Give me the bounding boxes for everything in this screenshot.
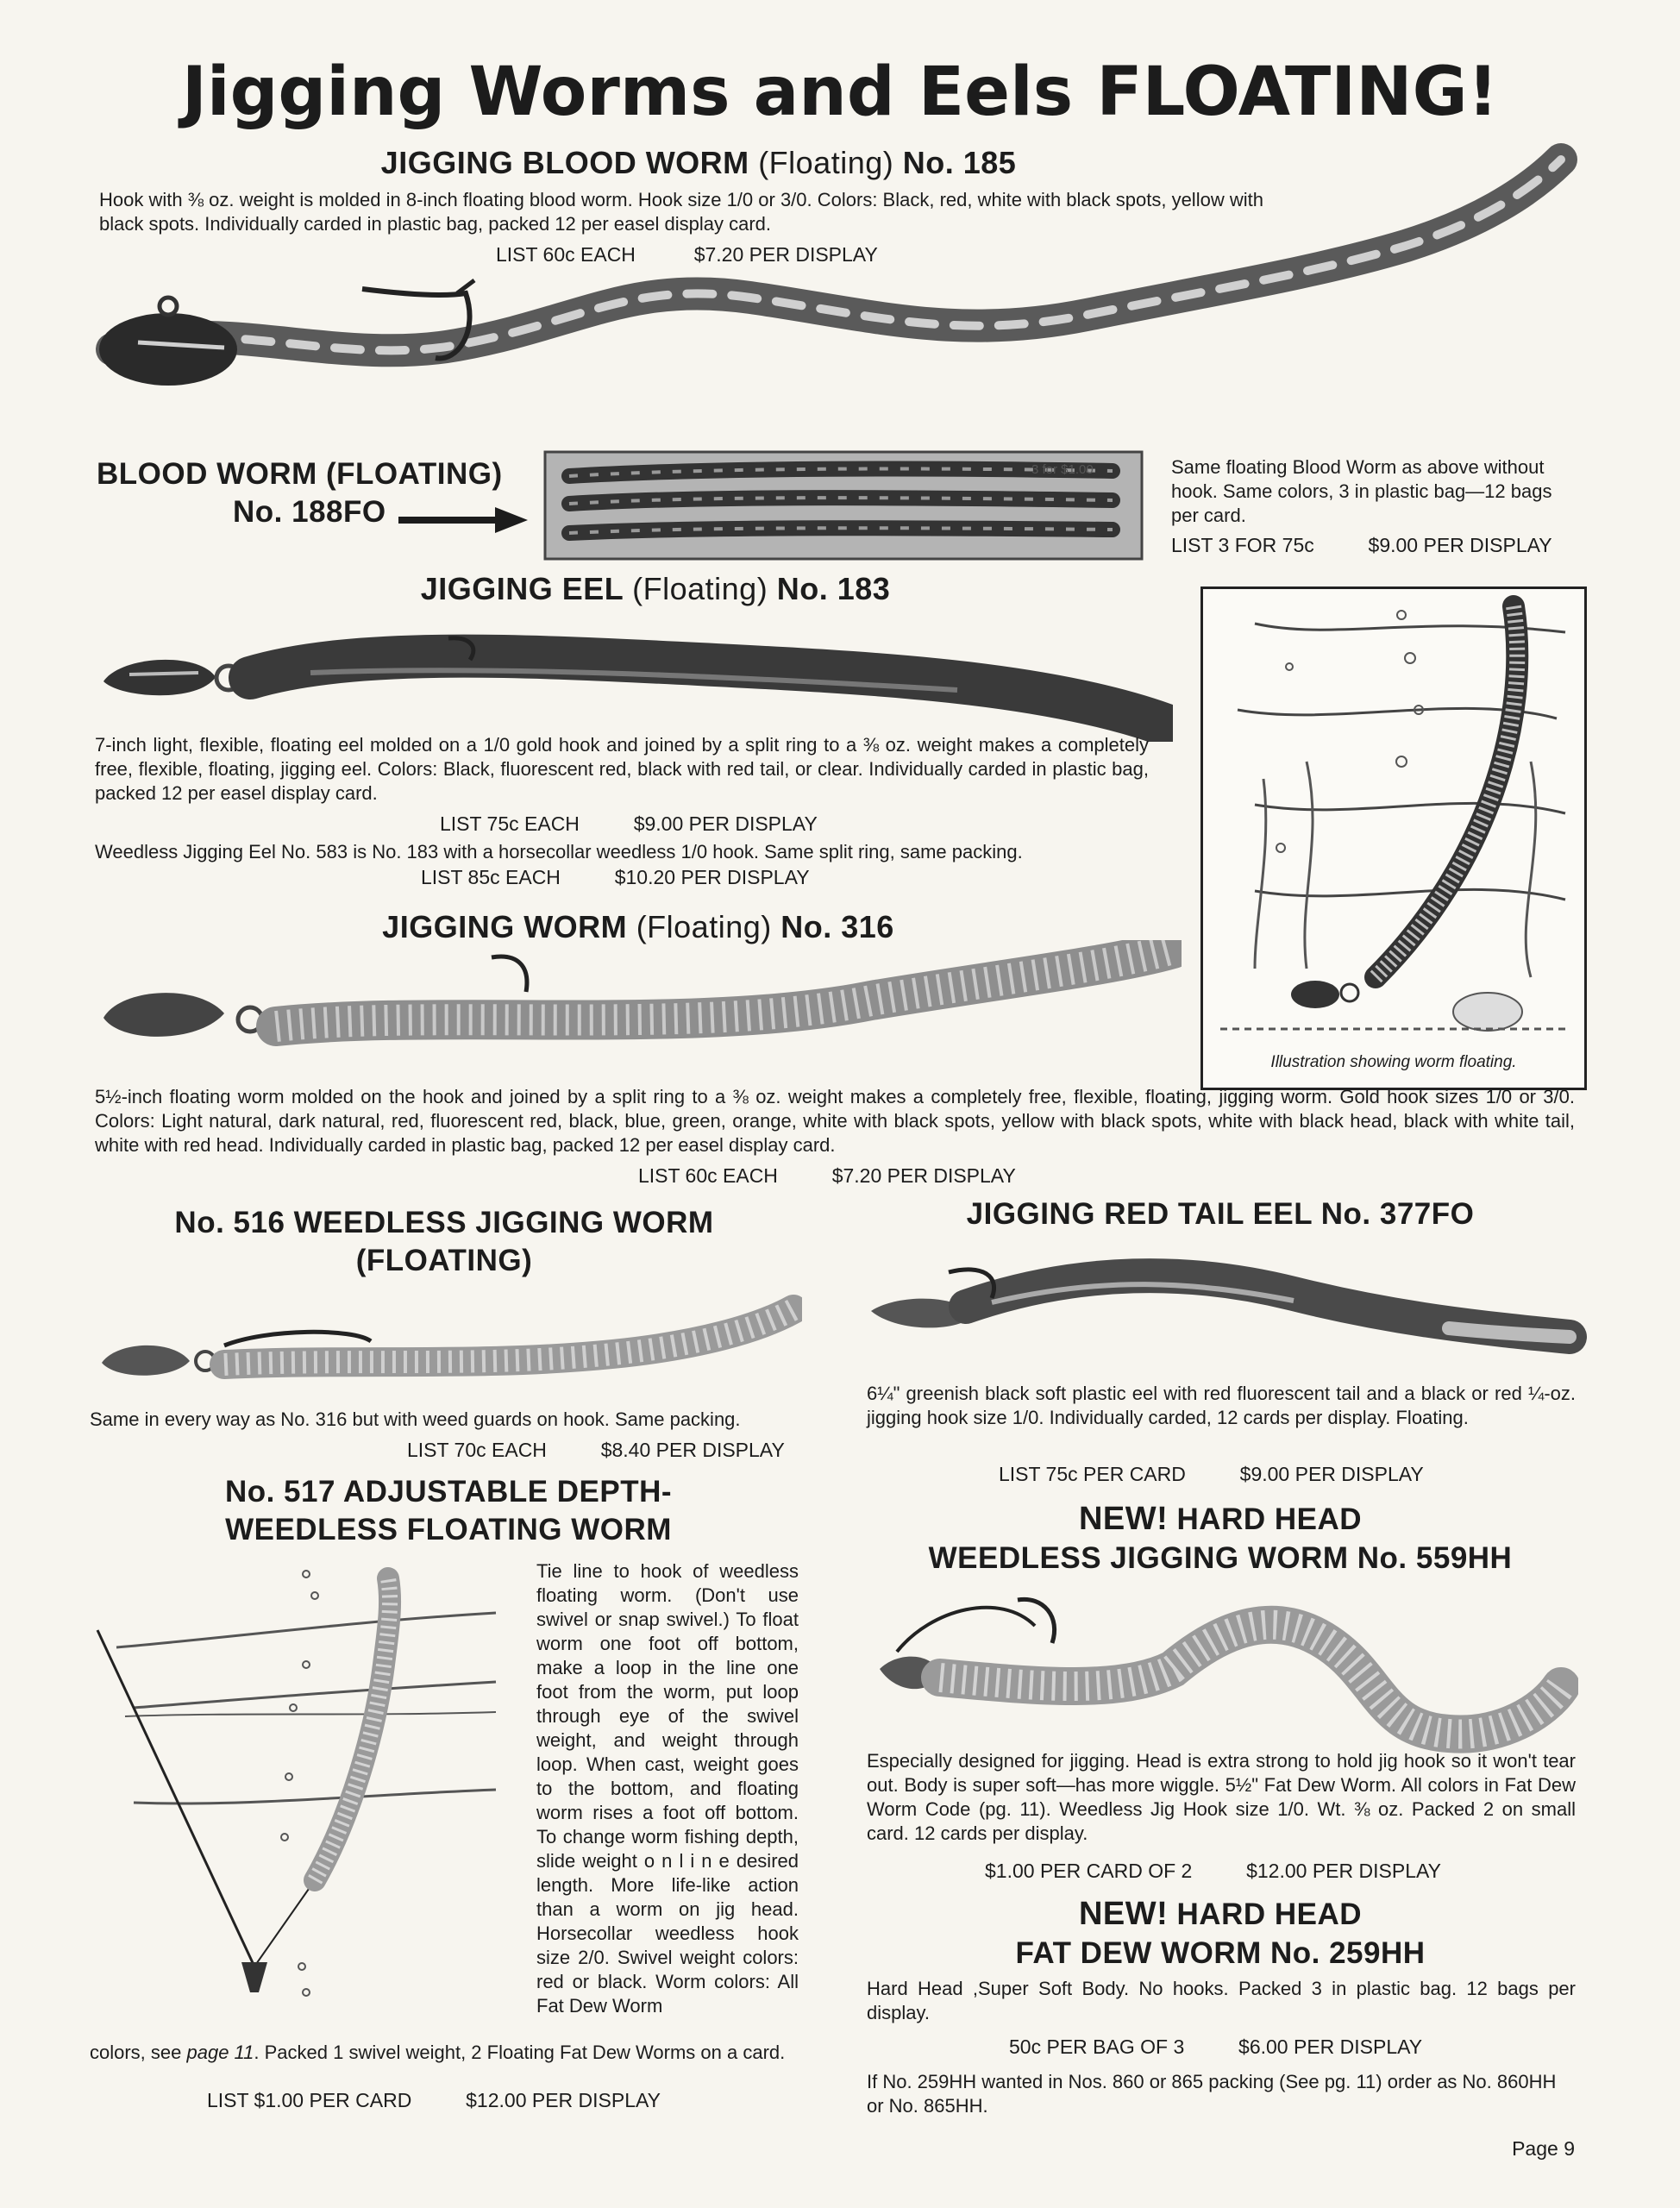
heading-main: JIGGING WORM xyxy=(382,909,628,944)
price-each: LIST 70c EACH xyxy=(407,1439,547,1461)
heading-line-2: FAT DEW WORM No. 259HH xyxy=(1015,1936,1426,1970)
heading-line-1: No. 517 ADJUSTABLE DEPTH- xyxy=(224,1475,673,1509)
heading-number: No. 185 xyxy=(902,145,1017,180)
new-badge: NEW! xyxy=(1078,1896,1169,1932)
eel-377fo-heading: JIGGING RED TAIL EEL No. 377FO xyxy=(966,1197,1475,1231)
eel-183-price xyxy=(440,812,818,836)
price-each: LIST 85c EACH xyxy=(421,866,561,888)
arrow-right-icon xyxy=(398,507,528,533)
heading-line-1: HARD HEAD xyxy=(1176,1502,1363,1536)
heading-line-2: WEEDLESS JIGGING WORM No. 559HH xyxy=(928,1541,1513,1575)
price-display: $12.00 PER DISPLAY xyxy=(1246,1860,1441,1882)
price-display: $9.00 PER DISPLAY xyxy=(1239,1463,1424,1485)
heading-paren: (Floating) xyxy=(758,145,894,180)
heading-paren: (Floating) xyxy=(636,909,772,944)
worm-516-heading xyxy=(121,1206,768,1278)
price-display: $8.40 PER DISPLAY xyxy=(600,1439,785,1461)
worm-316-description: 5½-inch floating worm molded on the hook and joined by a split ring to a ⅜ oz. weight makes a completely free, flexible, floating, jigging worm. Gold hook sizes 1/0 or 3/0. Colors: Light natural, dark natural, red, fluorescent red, black, blue, green, orange, white with black spots, yellow with black spots, white with black head, black with white tail, white with red head. Individually carded in plastic bag, packed 12 per easel display card. xyxy=(95,1086,1575,1156)
price-display: $9.00 PER DISPLAY xyxy=(1368,534,1552,556)
package-price-tag: 3 for $1.00 xyxy=(1031,462,1094,477)
price-display: $6.00 PER DISPLAY xyxy=(1238,2036,1423,2058)
tail-post: . Packed 1 swivel weight, 2 Floating Fat Dew Worms on a card. xyxy=(254,2042,786,2063)
eel-583-price xyxy=(421,866,810,889)
label-line-2: No. 188FO xyxy=(233,495,386,529)
price-display: $9.00 PER DISPLAY xyxy=(633,812,818,835)
price-each: LIST 75c PER CARD xyxy=(999,1463,1186,1485)
heading-line-2: (FLOATING) xyxy=(355,1244,533,1277)
worm-517-price xyxy=(207,2089,661,2112)
price-each: $1.00 PER CARD OF 2 xyxy=(985,1860,1193,1882)
blood-worm-188fo-price xyxy=(1171,534,1552,557)
worm-559hh-heading xyxy=(862,1501,1578,1576)
worm-floating-illustration xyxy=(1200,586,1587,1090)
blood-worm-188fo-description: Same floating Blood Worm as above without hook. Same colors, 3 in plastic bag—12 bags per card. xyxy=(1171,456,1552,526)
price-each: LIST 60c EACH xyxy=(496,243,636,266)
illustration-caption: Illustration showing worm floating. xyxy=(1270,1053,1517,1071)
page-title: Jigging Worms and Eels FLOATING! xyxy=(181,53,1499,131)
underwater-scene-image xyxy=(1203,589,1584,1046)
price-each: 50c PER BAG OF 3 xyxy=(1009,2036,1185,2058)
worm-259hh-price xyxy=(1009,2036,1422,2059)
worm-559hh-price xyxy=(985,1860,1441,1883)
worm-559hh-image xyxy=(862,1591,1578,1755)
heading-paren: (Floating) xyxy=(632,571,768,606)
heading-main: JIGGING EEL xyxy=(420,571,624,606)
price-each: LIST 3 FOR 75c xyxy=(1171,534,1314,556)
worm-517-description-column: Tie line to hook of weedless floating worm. (Don't use swivel or snap swivel.) To float worm one foot off bottom, make a loop in the line one foot from the worm, put loop through eye of the swivel weight, and weight through loop. When cast, weight goes to the bottom, and floating worm rises a foot off bottom. To change worm fishing depth, slide weight o n l i n e desired length. More life-like action than a worm on jig head. Horsecollar weedless hook size 2/0. Swivel weight colors: red or black. Worm colors: All Fat Dew Worm xyxy=(536,1560,799,2017)
price-each: LIST 75c EACH xyxy=(440,812,580,835)
worm-316-image xyxy=(95,940,1182,1070)
heading-number: No. 316 xyxy=(780,909,894,944)
eel-583-weedless-note: Weedless Jigging Eel No. 583 is No. 183 with a horsecollar weedless 1/0 hook. Same split ring, same packing. xyxy=(95,841,1023,862)
eel-183-image xyxy=(95,612,1173,742)
label-line-1: BLOOD WORM (FLOATING) xyxy=(97,457,503,491)
price-each: LIST 60c EACH xyxy=(638,1164,778,1187)
tail-pre: colors, see xyxy=(90,2042,187,2063)
price-display: $7.20 PER DISPLAY xyxy=(831,1164,1016,1187)
page-reference: page 11 xyxy=(186,2042,254,2063)
worm-259hh-description: Hard Head ,Super Soft Body. No hooks. Packed 3 in plastic bag. 12 bags per display. xyxy=(867,1978,1576,2023)
eel-377fo-description: 6¼" greenish black soft plastic eel with red fluorescent tail and a black or red ¼-oz. jigging hook size 1/0. Individually carded, 12 cards per display. Floating. xyxy=(867,1383,1576,1428)
worm-516-description: Same in every way as No. 316 but with weed guards on hook. Same packing. xyxy=(90,1408,741,1430)
page-number: Page 9 xyxy=(1512,2137,1575,2160)
worm-559hh-description: Especially designed for jigging. Head is extra strong to hold jig hook so it won't tear out. Body is super soft—has more wiggle. 5½" Fat Dew Worm. All colors in Fat Dew Worm Code (pg. 11). Weedless Jig Hook size 1/0. Wt. ⅜ oz. Packed 2 on small card. 12 cards per display. xyxy=(867,1750,1576,1844)
worm-517-depth-diagram xyxy=(91,1561,522,2027)
blood-worm-185-image xyxy=(95,142,1595,427)
eel-377fo-price xyxy=(999,1463,1424,1486)
worm-517-description-tail xyxy=(90,2041,799,2065)
eel-183-heading xyxy=(259,571,1052,607)
price-display: $7.20 PER DISPLAY xyxy=(693,243,878,266)
eel-183-description: 7-inch light, flexible, floating eel molded on a 1/0 gold hook and joined by a split ring to a ⅜ oz. weight makes a completely free, flexible, floating, jigging eel. Colors: Black, fluorescent red, black with red tail, or clear. Individually carded in plastic bag, packed 12 per easel display card. xyxy=(95,734,1149,804)
worm-259hh-packing-note: If No. 259HH wanted in Nos. 860 or 865 packing (See pg. 11) order as No. 860HH or No. 865HH. xyxy=(867,2071,1557,2117)
blood-worm-185-description: Hook with ⅜ oz. weight is molded in 8-inch floating blood worm. Hook size 1/0 or 3/0. Colors: Black, red, white with black spots, yellow with black spots. Individually carded in plastic bag, packed 12 per easel display card. xyxy=(99,189,1263,235)
eel-377fo-image xyxy=(862,1233,1587,1363)
heading-line-1: No. 516 WEEDLESS JIGGING WORM xyxy=(174,1206,714,1239)
new-badge: NEW! xyxy=(1078,1501,1169,1537)
price-display: $12.00 PER DISPLAY xyxy=(466,2089,661,2111)
worm-516-image xyxy=(95,1294,802,1389)
heading-number: No. 183 xyxy=(776,571,891,606)
heading-line-1: HARD HEAD xyxy=(1176,1898,1363,1931)
worm-259hh-heading xyxy=(862,1896,1578,1971)
worm-517-heading xyxy=(147,1475,750,1547)
worm-516-price xyxy=(407,1439,785,1462)
heading-main: JIGGING BLOOD WORM xyxy=(380,145,749,180)
price-display: $10.20 PER DISPLAY xyxy=(614,866,810,888)
price-each: LIST $1.00 PER CARD xyxy=(207,2089,412,2111)
heading-line-2: WEEDLESS FLOATING WORM xyxy=(225,1513,672,1546)
worm-316-price xyxy=(638,1164,1016,1188)
